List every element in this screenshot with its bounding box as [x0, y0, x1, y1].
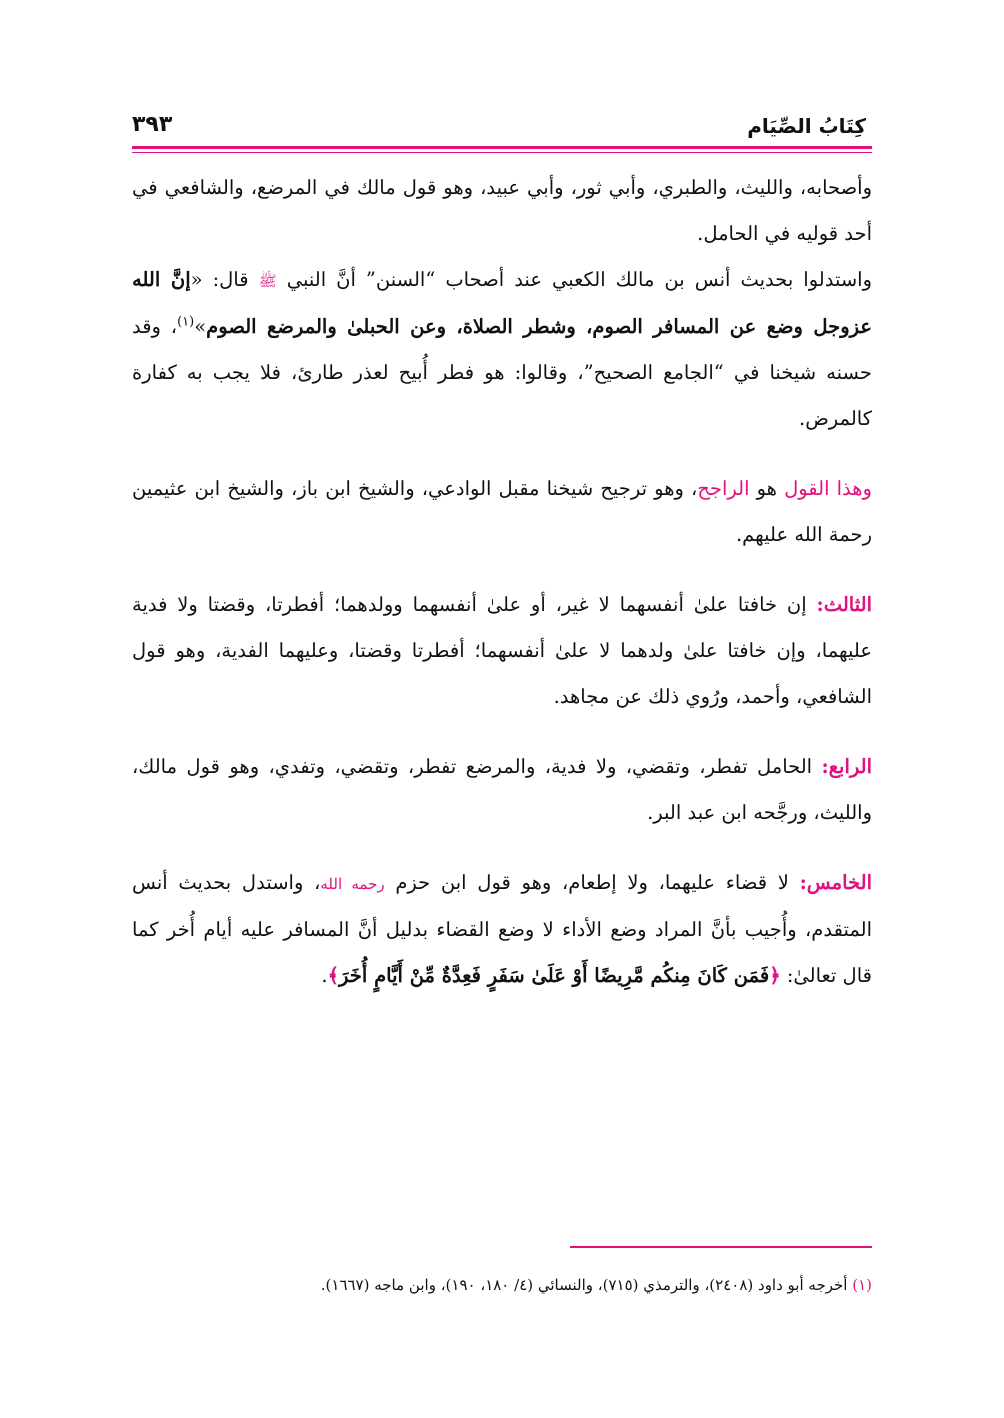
hadith-text: إنَّ الله عزوجل وضع عن المسافر الصوم، وشطر الصلاة، وعن الحبلىٰ والمرضع الصوم	[132, 268, 873, 338]
header-rule-thin	[132, 152, 872, 153]
text-segment: ، وقد حسنه شيخنا في “الجامع الصحيح”، وقالوا: هو فطر أُبيح لعذر طارئ، فلا يجب به كفارة كالمرض.	[132, 315, 872, 430]
body-text	[132, 165, 872, 999]
footnote-separator	[570, 1246, 872, 1248]
text-segment: وأصحابه، والليث، والطبري، وأبي ثور، وأبي عبيد، وهو قول مالك في المرضع، والشافعي في أحد قوليه في الحامل.	[132, 176, 872, 245]
text-segment: الحامل تفطر، وتقضي، ولا فدية، والمرضع تفطر، وتقضي، وتفدي، وهو قول مالك، والليث، ورجَّحه ابن عبد البر.	[132, 755, 872, 824]
paragraph	[132, 165, 872, 257]
paragraph	[132, 582, 872, 720]
text-segment: »	[194, 315, 207, 338]
paragraph	[132, 257, 872, 442]
text-segment: ، وهو ترجيح شيخنا مقبل الوادعي، والشيخ ابن باز، والشيخ ابن عثيمين رحمة الله عليهم.	[132, 477, 872, 546]
highlighted-text: الراجح	[697, 477, 750, 500]
text-segment: قال: «	[190, 268, 259, 291]
paragraph	[132, 466, 872, 558]
verse-bracket: ﴿	[769, 964, 781, 987]
paragraph	[132, 860, 872, 999]
footnote-reference: (١)	[177, 314, 195, 330]
quran-verse: فَمَن كَانَ مِنكُم مَّرِيضًا أَوْ عَلَىٰ سَفَرٍ فَعِدَّةٌ مِّنْ أَيَّامٍ أُخَرَ	[339, 964, 770, 987]
section-label: الخامس:	[799, 871, 872, 894]
footnote	[132, 1272, 872, 1298]
footnote-number: (١)	[852, 1276, 872, 1294]
page	[132, 0, 872, 1418]
text-segment: هو	[749, 477, 785, 500]
text-segment: واستدلوا بحديث أنس بن مالك الكعبي عند أصحاب “السنن” أنَّ النبي	[276, 268, 873, 291]
section-label: الثالث:	[816, 593, 872, 616]
honorific-glyph: ﷺ	[258, 272, 277, 290]
text-segment: لا قضاء عليهما، ولا إطعام، وهو قول ابن حزم	[384, 871, 800, 894]
honorific-glyph: رحمه الله	[320, 875, 385, 893]
text-segment: ، واستدل بحديث أنس المتقدم، وأُجيب بأنَّ المراد وضع الأداء لا وضع القضاء بدليل أنَّ المسافر عليه أيام أُخر كما قال تعالىٰ:	[132, 871, 872, 987]
running-header	[132, 112, 872, 148]
header-rule-thick	[132, 146, 872, 149]
book-title: كِتَابُ الصِّيَام	[747, 114, 866, 138]
page-number: ٣٩٣	[132, 112, 173, 137]
text-segment: إن خافتا علىٰ أنفسهما لا غير، أو علىٰ أنفسهما وولدهما؛ أفطرتا، وقضتا ولا فدية عليهما، وإن خافتا علىٰ ولدهما لا علىٰ أنفسهما؛ أفطرتا وقضتا، وعليهما الفدية، وهو قول الشافعي، وأحمد، ورُوي ذلك عن مجاهد.	[132, 593, 872, 708]
section-label: الرابع:	[821, 755, 872, 778]
verse-bracket: ﴾	[327, 964, 340, 987]
text-segment: .	[321, 964, 328, 987]
footnote-text: أخرجه أبو داود (٢٤٠٨)، والترمذي (٧١٥)، والنسائي (٤/ ١٨٠، ١٩٠)، وابن ماجه (١٦٦٧).	[320, 1276, 853, 1294]
paragraph	[132, 744, 872, 836]
highlighted-text: وهذا القول	[784, 477, 872, 500]
